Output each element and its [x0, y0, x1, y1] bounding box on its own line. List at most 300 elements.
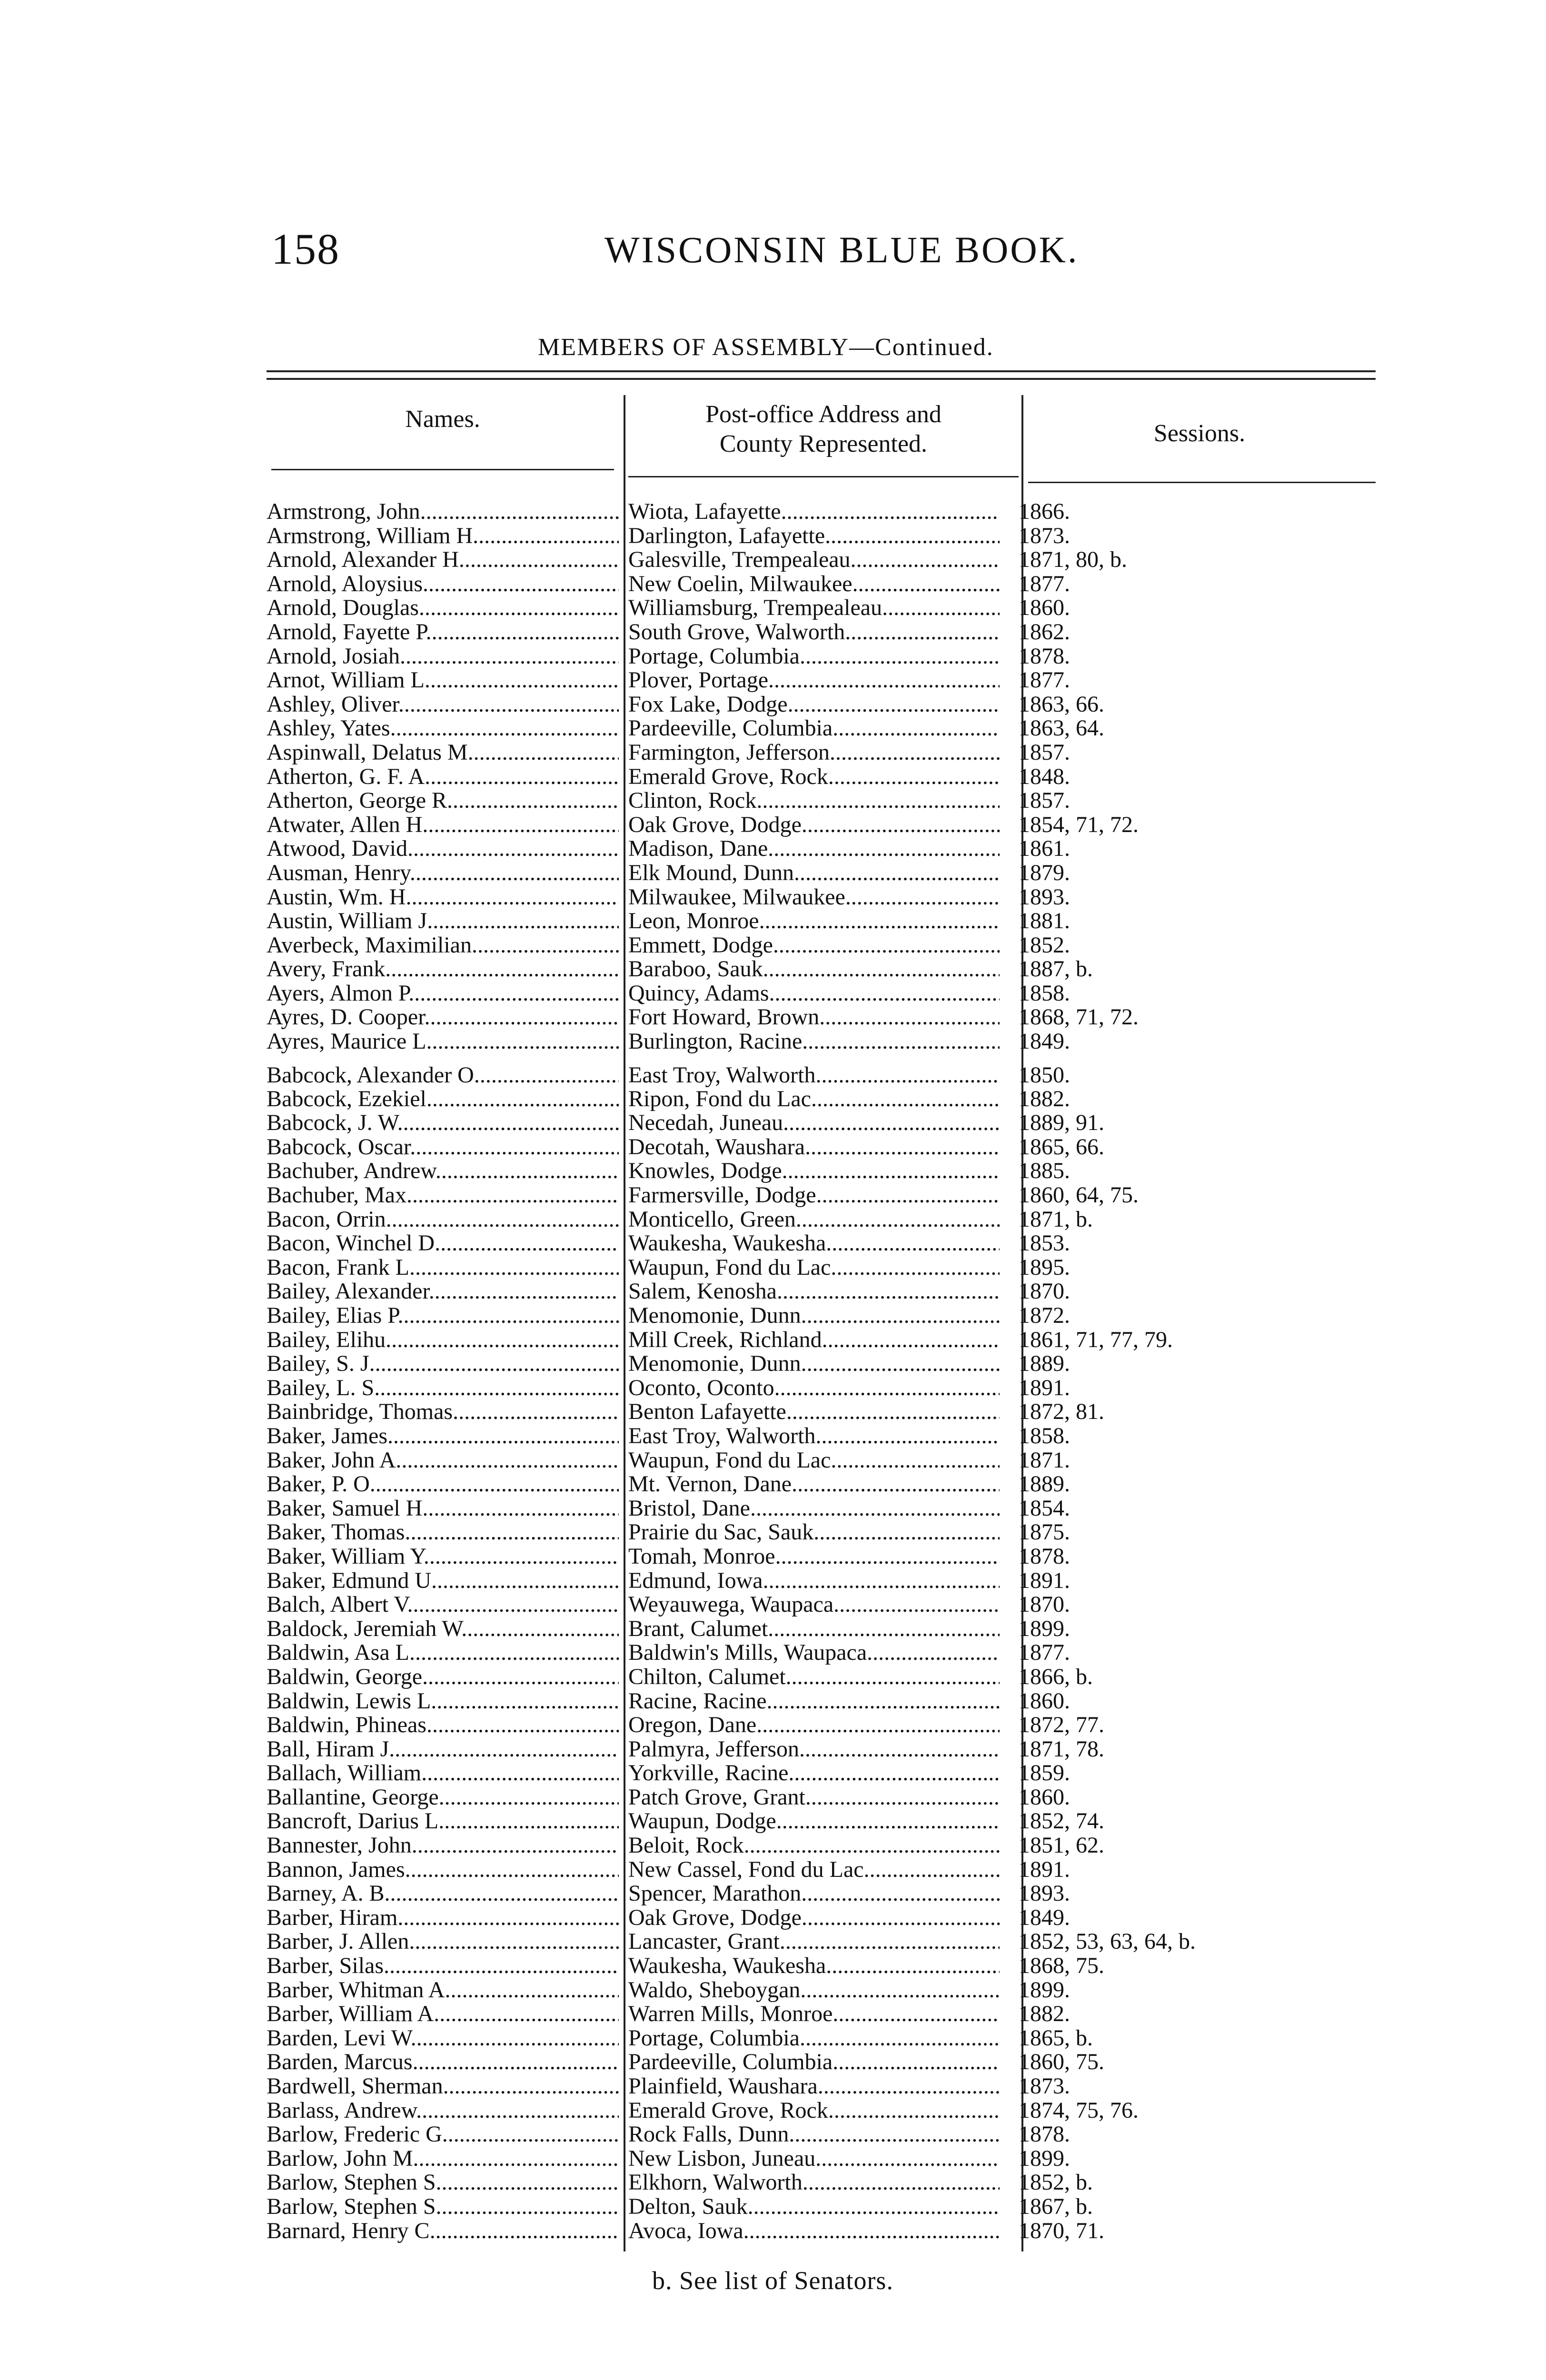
member-address-text: Mt. Vernon, Dane — [628, 1472, 792, 1497]
member-address — [628, 1834, 1000, 1857]
table-row — [267, 741, 1371, 765]
member-sessions: 1893. — [1019, 1882, 1070, 1906]
table-row — [267, 548, 1371, 572]
member-name — [267, 1183, 619, 1207]
member-address-text: Waukesha, Waukesha — [628, 1231, 826, 1256]
leader-dots — [783, 1111, 1000, 1135]
member-sessions: 1878. — [1019, 1544, 1070, 1568]
table-row — [267, 1882, 1371, 1906]
table-row — [267, 500, 1371, 524]
table-row — [267, 2002, 1371, 2026]
member-address — [628, 1135, 1000, 1159]
member-sessions: 1891. — [1019, 1376, 1070, 1400]
member-sessions: 1871, 78. — [1019, 1737, 1104, 1761]
member-sessions: 1873. — [1019, 524, 1070, 548]
member-sessions: 1872. — [1019, 1304, 1070, 1328]
member-address — [628, 1208, 1000, 1231]
member-name — [267, 1978, 619, 2002]
table-row — [267, 596, 1371, 620]
member-sessions: 1852, 53, 63, 64, b. — [1019, 1930, 1196, 1954]
table-row — [267, 2099, 1371, 2123]
leader-dots — [813, 1520, 1000, 1544]
member-sessions: 1852, b. — [1019, 2171, 1093, 2195]
member-address — [628, 1978, 1000, 2002]
leader-dots — [409, 1256, 619, 1279]
leader-dots — [794, 861, 1000, 885]
member-address — [628, 861, 1000, 885]
leader-dots — [775, 1545, 1000, 1568]
leader-dots — [397, 1111, 619, 1135]
member-name — [267, 1376, 619, 1400]
member-address-text: Monticello, Green — [628, 1207, 796, 1231]
member-address-text: Plainfield, Waushara — [628, 2074, 818, 2098]
member-name — [267, 620, 619, 644]
member-sessions: 1879. — [1019, 861, 1070, 885]
leader-dots — [796, 1208, 1000, 1231]
member-address-text: Weyauwega, Waupaca — [628, 1593, 834, 1617]
member-sessions: 1857. — [1019, 789, 1070, 813]
member-address — [628, 813, 1000, 837]
member-sessions: 1870. — [1019, 1593, 1070, 1617]
leader-dots — [439, 1785, 619, 1809]
member-address-text: Farmington, Jefferson — [628, 740, 830, 764]
leader-dots — [769, 982, 1000, 1005]
leader-dots — [370, 1472, 619, 1496]
member-sessions: 1895. — [1019, 1255, 1070, 1279]
members-table — [267, 500, 1371, 2243]
member-name-text: Aspinwall, Delatus M — [267, 740, 468, 764]
table-row — [267, 1930, 1371, 1954]
leader-dots — [845, 885, 1000, 909]
member-sessions: 1872, 81. — [1019, 1400, 1104, 1424]
member-address-text: Pardeeville, Columbia — [628, 2050, 833, 2074]
table-row — [267, 1054, 1371, 1087]
member-sessions: 1848. — [1019, 764, 1070, 789]
leader-dots — [445, 1978, 619, 2002]
leader-dots — [816, 1424, 1000, 1448]
table-row — [267, 1858, 1371, 1882]
leader-dots — [773, 933, 1000, 957]
member-sessions: 1859. — [1019, 1761, 1070, 1785]
member-sessions: 1899. — [1019, 1978, 1070, 2002]
table-row — [267, 1472, 1371, 1497]
member-address-text: Portage, Columbia — [628, 2026, 800, 2050]
table-row — [267, 2026, 1371, 2051]
leader-dots — [422, 813, 619, 837]
member-address — [628, 2195, 1000, 2219]
member-name-text: Barden, Levi W — [267, 2026, 411, 2050]
member-name-text: Baker, James — [267, 1424, 387, 1448]
leader-dots — [792, 1472, 1000, 1496]
leader-dots — [756, 789, 1000, 813]
member-name-text: Ausman, Henry — [267, 861, 410, 885]
header-bottom-rule-names — [271, 469, 614, 470]
member-name-text: Babcock, Ezekiel — [267, 1087, 426, 1111]
table-row — [267, 1520, 1371, 1545]
member-name-text: Baker, P. O — [267, 1472, 370, 1497]
member-address-text: Necedah, Juneau — [628, 1111, 783, 1135]
leader-dots — [867, 1641, 1000, 1665]
leader-dots — [412, 1834, 619, 1857]
member-address-text: Ripon, Fond du Lac — [628, 1087, 811, 1111]
leader-dots — [420, 500, 619, 524]
leader-dots — [426, 1030, 619, 1053]
member-name-text: Ball, Hiram J — [267, 1737, 389, 1761]
member-address — [628, 909, 1000, 933]
leader-dots — [802, 813, 1000, 837]
member-address-text: Racine, Racine — [628, 1689, 767, 1713]
member-address-text: Oregon, Dane — [628, 1713, 757, 1737]
leader-dots — [435, 1231, 619, 1255]
leader-dots — [748, 2195, 1000, 2219]
member-name — [267, 1159, 619, 1183]
leader-dots — [819, 1005, 1000, 1029]
leader-dots — [805, 1785, 1000, 1809]
member-address-text: Baraboo, Sauk — [628, 957, 763, 982]
member-address-text: Tomah, Monroe — [628, 1544, 775, 1568]
top-double-rule-2 — [267, 378, 1376, 380]
member-name — [267, 2195, 619, 2219]
member-address — [628, 1030, 1000, 1053]
leader-dots — [430, 2219, 619, 2243]
leader-dots — [800, 1978, 1000, 2002]
member-name-text: Bachuber, Max — [267, 1183, 406, 1208]
leader-dots — [369, 1352, 619, 1376]
table-row — [267, 1005, 1371, 1030]
member-name — [267, 1785, 619, 1809]
member-address-text: Elk Mound, Dunn — [628, 861, 794, 885]
leader-dots — [815, 2147, 1000, 2171]
leader-dots — [413, 2050, 619, 2074]
table-row — [267, 1304, 1371, 1328]
member-sessions: 1854. — [1019, 1496, 1070, 1520]
member-address-text: Salem, Kenosha — [628, 1279, 777, 1304]
table-row — [267, 1448, 1371, 1473]
member-address-text: Emerald Grove, Rock — [628, 764, 828, 789]
member-name-text: Baker, William Y — [267, 1544, 424, 1568]
member-address — [628, 1472, 1000, 1496]
leader-dots — [425, 668, 619, 692]
table-row — [267, 1030, 1371, 1054]
member-name — [267, 524, 619, 548]
leader-dots — [474, 1063, 619, 1087]
table-row — [267, 1279, 1371, 1304]
leader-dots — [442, 2122, 619, 2146]
member-name — [267, 1713, 619, 1737]
member-address — [628, 741, 1000, 764]
member-address — [628, 1231, 1000, 1255]
member-address — [628, 1858, 1000, 1882]
member-name-text: Babcock, Oscar — [267, 1135, 410, 1159]
member-name-text: Ballantine, George — [267, 1785, 439, 1809]
member-address — [628, 1063, 1000, 1087]
member-address-text: Waupun, Dodge — [628, 1809, 776, 1834]
leader-dots — [453, 1400, 619, 1424]
table-row — [267, 1497, 1371, 1521]
member-address-text: Lancaster, Grant — [628, 1930, 780, 1954]
member-address — [628, 1087, 1000, 1111]
member-name-text: Barber, J. Allen — [267, 1930, 409, 1954]
member-address — [628, 933, 1000, 957]
member-sessions: 1877. — [1019, 572, 1070, 596]
table-row — [267, 1328, 1371, 1352]
member-sessions: 1889. — [1019, 1352, 1070, 1376]
member-address-text: Decotah, Waushara — [628, 1135, 805, 1159]
table-row — [267, 1135, 1371, 1160]
leader-dots — [406, 885, 619, 909]
leader-dots — [436, 1159, 619, 1183]
member-address-text: Menomonie, Dunn — [628, 1304, 801, 1328]
member-name-text: Barnard, Henry C — [267, 2219, 430, 2243]
member-sessions: 1873. — [1019, 2074, 1070, 2098]
leader-dots — [832, 2002, 1000, 2026]
member-address — [628, 1159, 1000, 1183]
member-address — [628, 620, 1000, 644]
member-name-text: Baker, Samuel H — [267, 1496, 423, 1520]
leader-dots — [447, 789, 619, 813]
leader-dots — [800, 2026, 1000, 2050]
member-address — [628, 2099, 1000, 2122]
member-name — [267, 1472, 619, 1496]
member-address — [628, 1304, 1000, 1328]
member-name — [267, 1208, 619, 1231]
member-address — [628, 668, 1000, 692]
leader-dots — [408, 982, 619, 1005]
member-address — [628, 2147, 1000, 2171]
member-name — [267, 716, 619, 740]
leader-dots — [851, 548, 1000, 572]
leader-dots — [398, 693, 619, 716]
member-name — [267, 2002, 619, 2026]
leader-dots — [416, 2099, 619, 2122]
member-sessions: 1860. — [1019, 1689, 1070, 1713]
member-sessions: 1858. — [1019, 981, 1070, 1005]
leader-dots — [789, 2122, 1000, 2146]
member-name — [267, 1520, 619, 1544]
member-name-text: Atwater, Allen H — [267, 813, 423, 837]
leader-dots — [422, 1665, 619, 1689]
leader-dots — [788, 1761, 1000, 1785]
leader-dots — [425, 1005, 619, 1029]
leader-dots — [811, 1087, 1000, 1111]
member-name — [267, 572, 619, 596]
member-sessions: 1885. — [1019, 1159, 1070, 1183]
leader-dots — [431, 1569, 619, 1593]
member-address-text: Milwaukee, Milwaukee — [628, 885, 845, 909]
member-name — [267, 957, 619, 981]
leader-dots — [389, 1737, 619, 1761]
member-address-text: Portage, Columbia — [628, 644, 800, 668]
member-address — [628, 1689, 1000, 1713]
table-row — [267, 1617, 1371, 1641]
member-name — [267, 1448, 619, 1472]
member-address — [628, 982, 1000, 1005]
leader-dots — [431, 1689, 619, 1713]
table-row — [267, 668, 1371, 693]
leader-dots — [774, 1376, 1000, 1400]
table-row — [267, 1183, 1371, 1208]
member-address — [628, 1183, 1000, 1207]
member-address — [628, 1809, 1000, 1833]
member-name-text: Barlow, Stephen S — [267, 2194, 436, 2219]
leader-dots — [410, 1135, 619, 1159]
member-sessions: 1865, b. — [1019, 2026, 1093, 2050]
member-sessions: 1860. — [1019, 596, 1070, 620]
member-name-text: Baldwin, Phineas — [267, 1713, 426, 1737]
member-name-text: Armstrong, William H — [267, 524, 473, 548]
leader-dots — [374, 1376, 619, 1400]
member-address-text: South Grove, Walworth — [628, 620, 845, 644]
member-address — [628, 2002, 1000, 2026]
member-name-text: Ayers, Almon P — [267, 981, 409, 1005]
member-address-text: Bristol, Dane — [628, 1496, 750, 1520]
member-name-text: Baker, John A — [267, 1448, 396, 1472]
member-name — [267, 1063, 619, 1087]
member-name — [267, 1858, 619, 1882]
leader-dots — [405, 1858, 619, 1882]
member-name-text: Ashley, Yates — [267, 716, 390, 741]
member-sessions: 1871. — [1019, 1448, 1070, 1472]
member-sessions: 1865, 66. — [1019, 1135, 1104, 1159]
member-sessions: 1875. — [1019, 1520, 1070, 1545]
leader-dots — [407, 1593, 619, 1616]
leader-dots — [788, 693, 1000, 716]
member-address — [628, 2219, 1000, 2243]
member-name-text: Barlow, Frederic G — [267, 2122, 442, 2147]
member-address-text: Menomonie, Dunn — [628, 1352, 801, 1376]
member-name — [267, 861, 619, 885]
leader-dots — [805, 1135, 1000, 1159]
member-address-text: Madison, Dane — [628, 837, 768, 861]
member-name-text: Bailey, Alexander — [267, 1279, 429, 1304]
member-name — [267, 1641, 619, 1665]
member-name-text: Arnold, Josiah — [267, 644, 400, 668]
member-address-text: Benton Lafayette — [628, 1400, 786, 1424]
table-row — [267, 1159, 1371, 1183]
member-sessions: 1870, 71. — [1019, 2219, 1104, 2243]
member-name-text: Baldwin, Lewis L — [267, 1689, 431, 1713]
member-name — [267, 2026, 619, 2050]
member-name — [267, 837, 619, 861]
member-address-text: Yorkville, Racine — [628, 1761, 789, 1785]
leader-dots — [434, 2002, 619, 2026]
member-address — [628, 765, 1000, 789]
leader-dots — [423, 572, 619, 596]
leader-dots — [436, 2171, 619, 2194]
member-address-text: Wiota, Lafayette — [628, 500, 781, 524]
member-sessions: 1863, 66. — [1019, 692, 1104, 716]
member-address-text: Williamsburg, Trempealeau — [628, 596, 882, 620]
member-address — [628, 957, 1000, 981]
member-sessions: 1866. — [1019, 500, 1070, 524]
member-name-text: Babcock, J. W — [267, 1111, 397, 1135]
member-name — [267, 1135, 619, 1159]
member-address — [628, 1497, 1000, 1520]
member-name-text: Baker, Edmund U — [267, 1568, 432, 1593]
member-name — [267, 1497, 619, 1520]
member-address-text: Delton, Sauk — [628, 2194, 748, 2219]
member-address-text: Brant, Calumet — [628, 1616, 768, 1641]
leader-dots — [427, 909, 619, 933]
member-name — [267, 982, 619, 1005]
leader-dots — [786, 1400, 1000, 1424]
member-name — [267, 1279, 619, 1303]
column-header-address — [628, 400, 1019, 459]
leader-dots — [782, 1159, 1000, 1183]
leader-dots — [413, 2147, 619, 2171]
member-sessions: 1881. — [1019, 909, 1070, 933]
member-name — [267, 548, 619, 572]
member-name — [267, 2122, 619, 2146]
leader-dots — [828, 765, 1000, 789]
member-name-text: Barlass, Andrew — [267, 2098, 416, 2122]
leader-dots — [832, 2050, 1000, 2074]
member-sessions: 1862. — [1019, 620, 1070, 644]
leader-dots — [825, 524, 1000, 548]
member-sessions: 1868, 71, 72. — [1019, 1005, 1139, 1030]
table-row — [267, 1256, 1371, 1280]
leader-dots — [882, 596, 1000, 620]
leader-dots — [409, 1641, 619, 1665]
table-row — [267, 2147, 1371, 2171]
table-row — [267, 885, 1371, 910]
leader-dots — [443, 2074, 619, 2098]
leader-dots — [799, 1737, 1000, 1761]
table-row — [267, 645, 1371, 669]
member-name — [267, 1954, 619, 1978]
member-name-text: Barber, Hiram — [267, 1905, 398, 1930]
leader-dots — [776, 1809, 1000, 1833]
leader-dots — [400, 645, 619, 668]
member-sessions: 1870. — [1019, 1279, 1070, 1304]
column-header-sessions: Sessions. — [1153, 420, 1246, 447]
leader-dots — [800, 645, 1000, 668]
table-row — [267, 933, 1371, 958]
member-address — [628, 1665, 1000, 1689]
leader-dots — [384, 1954, 619, 1978]
member-name — [267, 693, 619, 716]
member-name — [267, 1256, 619, 1279]
member-name-text: Bachuber, Andrew — [267, 1159, 436, 1183]
member-address — [628, 500, 1000, 524]
member-name-text: Baker, Thomas — [267, 1520, 405, 1545]
leader-dots — [743, 2219, 1000, 2243]
table-row — [267, 861, 1371, 885]
member-sessions: 1891. — [1019, 1857, 1070, 1882]
member-address-text: Prairie du Sac, Sauk — [628, 1520, 814, 1545]
member-name — [267, 1328, 619, 1352]
footnote: b. See list of Senators. — [652, 2266, 893, 2295]
member-address — [628, 1737, 1000, 1761]
member-name — [267, 645, 619, 668]
table-row — [267, 957, 1371, 982]
member-address — [628, 1545, 1000, 1568]
leader-dots — [777, 1279, 1000, 1303]
member-sessions: 1849. — [1019, 1905, 1070, 1930]
table-row — [267, 1834, 1371, 1858]
member-address-text: Waukesha, Waukesha — [628, 1954, 826, 1978]
member-sessions: 1866, b. — [1019, 1665, 1093, 1689]
leader-dots — [864, 1858, 1000, 1882]
table-row — [267, 1665, 1371, 1689]
leader-dots — [397, 1906, 619, 1930]
member-sessions: 1853. — [1019, 1231, 1070, 1256]
member-address-text: Fox Lake, Dodge — [628, 692, 788, 716]
member-sessions: 1860, 75. — [1019, 2050, 1104, 2074]
member-address — [628, 548, 1000, 572]
member-name — [267, 885, 619, 909]
leader-dots — [468, 741, 619, 764]
